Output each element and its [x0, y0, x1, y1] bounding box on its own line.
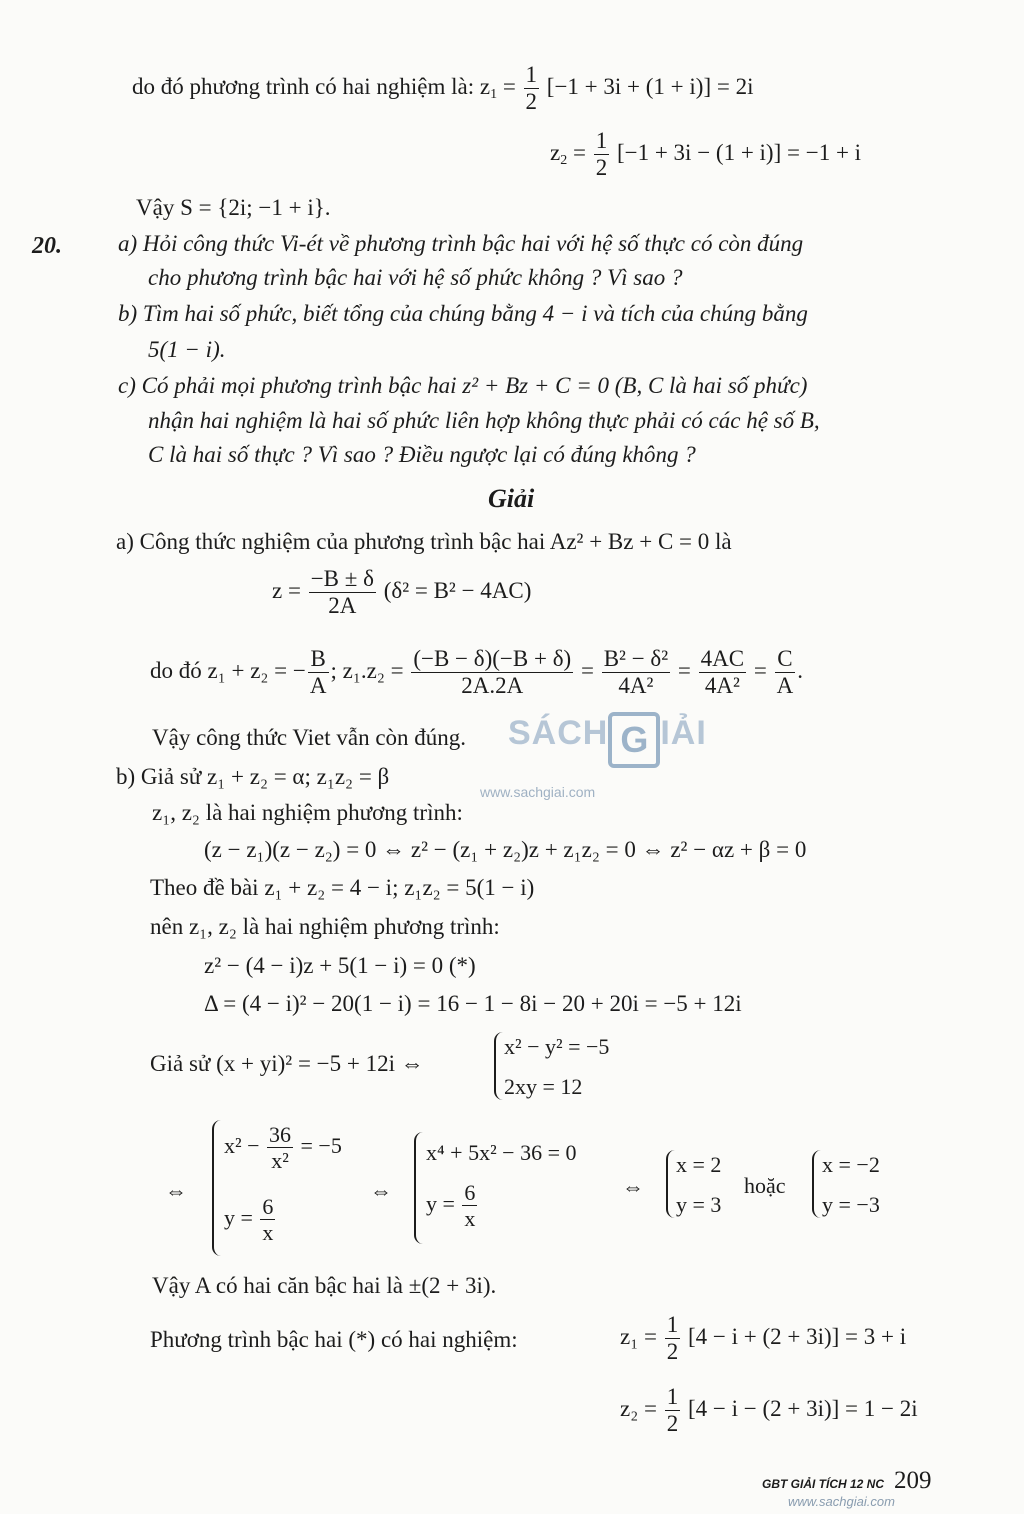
- fraction: [602, 646, 670, 700]
- answer-b-square-roots: Vậy A có hai căn bậc hai là ±(2 + 3i).: [152, 1273, 497, 1298]
- fraction-half: [594, 128, 610, 182]
- question-b-line2: 5(1 − i).: [148, 337, 226, 362]
- denominator: 2A: [309, 592, 376, 619]
- answer-a-vieta: [150, 646, 803, 700]
- denominator: x: [464, 1206, 476, 1232]
- text: y =: [426, 1190, 461, 1216]
- question-c-line1: c) Có phải mọi phương trình bậc hai z² + Bz + C = 0 (B, C là hai số phức): [118, 373, 808, 398]
- system4-eq1: x = 2: [676, 1152, 722, 1177]
- text: z₂ =: [620, 1396, 663, 1422]
- answer-b-root1: [620, 1312, 906, 1366]
- system5-eq1: x = −2: [822, 1152, 880, 1177]
- footer-url: www.sachgiai.com: [788, 1494, 895, 1509]
- denominator: 2: [595, 155, 608, 181]
- or-text: hoặc: [744, 1173, 786, 1198]
- answer-b-line1: b) Giả sử z₁ + z₂ = α; z₁z₂ = β: [116, 764, 390, 789]
- denominator: 2: [666, 1339, 679, 1365]
- answer-b-line5: nên z₁, z₂ là hai nghiệm phương trình:: [150, 914, 500, 939]
- system3-eq2: [426, 1180, 479, 1232]
- fraction: [699, 646, 746, 700]
- fraction-half: [665, 1312, 681, 1366]
- fraction-root-formula: [309, 566, 376, 620]
- watermark-box: G: [608, 712, 660, 768]
- question-b-line1: b) Tìm hai số phức, biết tổng của chúng bằng 4 − i và tích của chúng bằng: [118, 301, 808, 326]
- denominator: 2: [525, 89, 538, 115]
- answer-b-line7: Δ = (4 − i)² − 20(1 − i) = 16 − 1 − 8i − 20 + 20i = −5 + 12i: [204, 991, 742, 1016]
- fraction: [411, 646, 573, 700]
- watermark-logo: [480, 712, 707, 800]
- numerator: (−B − δ)(−B + δ): [413, 646, 572, 671]
- text: .: [797, 658, 803, 684]
- fraction-half: [665, 1384, 681, 1438]
- numerator: 6: [464, 1180, 476, 1205]
- system2-eq1: [224, 1122, 342, 1174]
- system-brace: [212, 1120, 223, 1256]
- answer-b-line6: z² − (4 − i)z + 5(1 − i) = 0 (*): [204, 953, 476, 978]
- page-number: 209: [894, 1467, 932, 1494]
- numerator: 1: [666, 1312, 679, 1337]
- line-roots-intro: [132, 62, 753, 116]
- numerator: C: [777, 646, 793, 671]
- question-c-line2: nhận hai nghiệm là hai số phức liên hợp không thực phải có các hệ số B,: [148, 408, 820, 433]
- answer-a-formula: [272, 566, 531, 620]
- denominator: 4A²: [602, 672, 670, 699]
- text: z: [550, 140, 561, 166]
- subscript: 1: [490, 87, 498, 103]
- book-title: GBT GIẢI TÍCH 12 NC: [762, 1477, 885, 1491]
- numerator: 1: [666, 1384, 679, 1409]
- answer-b-line8: Giả sử (x + yi)² = −5 + 12i ⇔: [150, 1051, 424, 1076]
- fraction: [462, 1180, 477, 1232]
- text: =: [672, 658, 697, 684]
- answer-b-root2: [620, 1384, 918, 1438]
- numerator: 36: [269, 1122, 292, 1147]
- text: [−1 + 3i − (1 + i)] = −1 + i: [611, 140, 862, 166]
- denominator: A: [309, 673, 327, 699]
- text: x² −: [224, 1132, 266, 1158]
- equivalence-symbol: ⇔: [165, 1178, 187, 1203]
- question-a-line1: a) Hỏi công thức Vi-ét về phương trình bậc hai với hệ số thực có còn đúng: [118, 231, 804, 256]
- answer-a-conclusion: Vậy công thức Viet vẫn còn đúng.: [152, 725, 467, 750]
- text: z =: [272, 578, 307, 604]
- text: =: [748, 658, 773, 684]
- text: =: [575, 658, 600, 684]
- system-brace: [666, 1150, 676, 1218]
- question-c-line3: C là hai số thực ? Vì sao ? Điều ngược lại có đúng không ?: [148, 442, 696, 467]
- text: [−1 + 3i + (1 + i)] = 2i: [541, 74, 754, 100]
- fraction: [267, 1122, 293, 1174]
- text: =: [567, 140, 592, 166]
- numerator: 1: [525, 62, 538, 87]
- numerator: −B ± δ: [310, 566, 374, 591]
- system-brace: [812, 1150, 822, 1218]
- text: do đó phương trình có hai nghiệm là: z: [132, 74, 491, 100]
- system2-eq2: [224, 1194, 277, 1246]
- fraction-half: [524, 62, 540, 116]
- watermark-url: www.sachgiai.com: [480, 784, 596, 800]
- denominator: 2A.2A: [411, 672, 573, 699]
- numerator: B: [310, 646, 326, 671]
- system4-eq2: y = 3: [676, 1192, 722, 1217]
- answer-b-line4: Theo đề bài z₁ + z₂ = 4 − i; z₁z₂ = 5(1 − i): [150, 875, 535, 900]
- equivalence-symbol: ⇔: [622, 1174, 644, 1199]
- text: = −5: [295, 1132, 342, 1158]
- text: z₁ =: [620, 1324, 663, 1350]
- denominator: A: [776, 673, 794, 699]
- watermark-text: IẢI: [660, 714, 707, 752]
- answer-b-line2: z₁, z₂ là hai nghiệm phương trình:: [152, 800, 463, 825]
- system1-eq2: 2xy = 12: [504, 1074, 583, 1099]
- page-footer: [762, 1467, 932, 1509]
- numerator: B² − δ²: [603, 646, 669, 671]
- system3-eq1: x⁴ + 5x² − 36 = 0: [426, 1140, 577, 1165]
- text: [4 − i + (2 + 3i)] = 3 + i: [682, 1324, 907, 1350]
- watermark-text: SÁCH: [508, 714, 609, 752]
- line-solution-set: Vậy S = {2i; −1 + i}.: [136, 195, 331, 220]
- denominator: 2: [666, 1411, 679, 1437]
- numerator: 6: [262, 1194, 274, 1219]
- text: [4 − i − (2 + 3i)] = 1 − 2i: [682, 1396, 918, 1422]
- numerator: 1: [595, 128, 608, 153]
- answer-a-line1: a) Công thức nghiệm của phương trình bậc hai Az² + Bz + C = 0 là: [116, 529, 732, 554]
- exercise-number: 20.: [32, 233, 62, 259]
- denominator: x: [262, 1220, 274, 1246]
- system-brace: [414, 1132, 425, 1244]
- line-root-z2: [550, 128, 861, 182]
- solution-heading: Giải: [488, 484, 535, 513]
- denominator: 4A²: [699, 672, 746, 699]
- numerator: 4AC: [700, 646, 745, 671]
- answer-b-line3: (z − z₁)(z − z₂) = 0 ⇔ z² − (z₁ + z₂)z + z₁z₂ = 0 ⇔ z² − αz + β = 0: [204, 837, 807, 862]
- fraction: [308, 646, 329, 700]
- fraction: [775, 646, 796, 700]
- text: do đó z₁ + z₂ = −: [150, 658, 306, 684]
- equivalence-symbol: ⇔: [370, 1178, 392, 1203]
- text: y =: [224, 1204, 259, 1230]
- text: ; z₁.z₂ =: [330, 658, 410, 684]
- answer-b-roots-intro: Phương trình bậc hai (*) có hai nghiệm:: [150, 1327, 518, 1352]
- text: =: [497, 74, 522, 100]
- question-a-line2: cho phương trình bậc hai với hệ số phức không ? Vì sao ?: [148, 265, 683, 290]
- fraction: [260, 1194, 275, 1246]
- system1-eq1: x² − y² = −5: [504, 1034, 610, 1059]
- subscript: 2: [560, 153, 568, 169]
- text: (δ² = B² − 4AC): [383, 578, 532, 604]
- denominator: x²: [267, 1147, 293, 1173]
- system5-eq2: y = −3: [822, 1192, 880, 1217]
